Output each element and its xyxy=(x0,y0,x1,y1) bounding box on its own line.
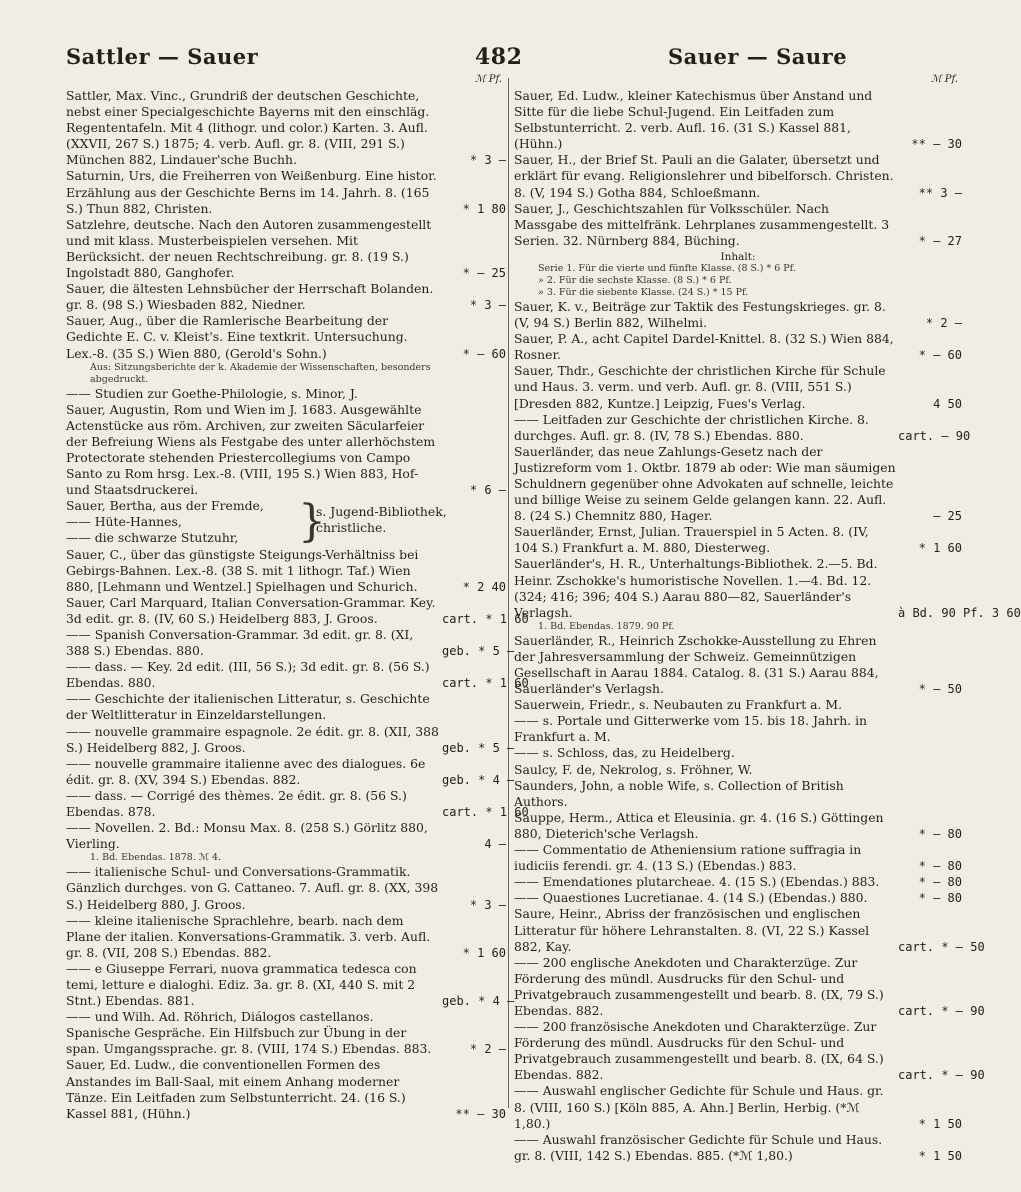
entry-price: geb. * 4 — xyxy=(442,772,515,787)
entry-text: —— Novellen. 2. Bd.: Monsu Max. 8. (258 S.) Görlitz 880, Vierling. xyxy=(66,820,428,852)
entry-price: * 3 — xyxy=(469,153,506,168)
entry-note: Serie 1. Für die vierte und fünfte Klasse. (8 S.) * 6 Pf. xyxy=(538,262,796,274)
page-number: 482 xyxy=(475,44,523,70)
catalog-entry xyxy=(514,633,962,697)
catalog-entry xyxy=(66,281,506,313)
entry-price: * 1 50 xyxy=(918,1116,962,1131)
entry-price: * 2 — xyxy=(469,1042,506,1057)
entry-note: 1. Bd. Ebendas. 1879. 90 Pf. xyxy=(538,620,675,632)
entry-price: * 2 — xyxy=(925,316,962,331)
left-column xyxy=(66,74,529,1122)
entry-text: Sauer, P. A., acht Capitel Dardel-Knittel. 8. (32 S.) Wien 884, Rosner. xyxy=(514,331,894,363)
entry-price: cart. * — 90 xyxy=(898,1003,985,1018)
entry-text: —— dass. — Key. 2d edit. (III, 56 S.); 3d edit. gr. 8. (56 S.) Ebendas. 880. xyxy=(66,659,430,691)
catalog-entry xyxy=(66,594,529,627)
entry-text: Saulcy, F. de, Nekrolog, s. Fröhner, W. xyxy=(514,761,753,777)
catalog-entry xyxy=(66,88,506,168)
entry-text: Sauppe, Herm., Attica et Eleusinia. gr. 4. (16 S.) Göttingen 880, Dieterich'sche Verlagsh. xyxy=(514,809,884,841)
entry-price: * — 80 xyxy=(918,875,962,890)
entry-price: cart. * — 90 xyxy=(898,1068,985,1083)
entry-text: Sauer, Thdr., Geschichte der christlichen Kirche für Schule und Haus. 3. verm. und verb. Aufl. gr. 8. (VIII, 551 S.) [Dresden 882, Kuntze.] Leipzig, Fues's Verlag. xyxy=(514,363,886,411)
entry-price: — 25 xyxy=(933,509,962,524)
catalog-entry xyxy=(66,627,515,659)
catalog-entry xyxy=(514,556,1021,620)
catalog-entry xyxy=(66,787,529,820)
entry-price: * — 25 xyxy=(462,266,506,281)
catalog-entry xyxy=(66,691,506,723)
entry-price: * — 60 xyxy=(462,346,506,361)
entry-text: —— 200 englische Anekdoten und Charakterzüge. Zur Förderung des mündl. Ausdrucks für den Schul- und Privatgebrauch zusammengestellt und bearb. 8. (IX, 79 S.) Ebendas. 882. xyxy=(514,954,884,1018)
catalog-entry xyxy=(514,444,962,524)
entry-price: * 3 — xyxy=(469,298,506,313)
bracket-lines xyxy=(66,498,298,546)
entry-text: Sauer, C., über das günstigste Steigungs-Verhältniss bei Gebirgs-Bahnen. Lex.-8. (38 S. mit 1 lithogr. Taf.) Wien 880, [Lehmann und Wentzel.] Spielhagen und Schurich. xyxy=(66,546,419,594)
bracket-reference: s. Jugend-Bibliothek, christliche. xyxy=(316,504,447,536)
bracket-entry-group xyxy=(66,498,506,546)
entry-text: —— Geschichte der italienischen Litteratur, s. Geschichte der Weltlitteratur in Einzeldarstellungen. xyxy=(66,691,430,723)
catalog-entry xyxy=(514,697,962,713)
entry-text: Saunders, John, a noble Wife, s. Collection of British Authors. xyxy=(514,777,844,809)
entry-price: cart. * 1 60 xyxy=(442,611,529,626)
catalog-entry xyxy=(66,1009,506,1057)
entry-note: Aus: Sitzungsberichte der k. Akademie der Wissenschaften, besonders abgedruckt. xyxy=(90,361,431,385)
entry-text: —— Quaestiones Lucretianae. 4. (14 S.) (Ebendas.) 880. xyxy=(514,890,868,906)
entry-text: Saure, Heinr., Abriss der französischen und englischen Litteratur für höhere Lehranstalten. 8. (VI, 22 S.) Kassel 882, Kay. xyxy=(514,906,870,954)
entry-note: 1. Bd. Ebendas. 1878. ℳ 4. xyxy=(90,852,222,864)
entry-text: Sauer, Ed. Ludw., kleiner Katechismus über Anstand und Sitte für die liebe Schul-Jugend. Ein Leitfaden zum Selbstunterricht. 2. verb. Aufl. 16. (31 S.) Kassel 881, (Hühn.) xyxy=(514,88,873,152)
entry-text: —— Spanish Conversation-Grammar. 3d edit. gr. 8. (XI, 388 S.) Ebendas. 880. xyxy=(66,627,414,659)
entry-text: —— nouvelle grammaire espagnole. 2e édit. gr. 8. (XII, 388 S.) Heidelberg 882, J. Groos. xyxy=(66,723,439,755)
entry-text: Saturnin, Urs, die Freiherren von Weißenburg. Eine histor. Erzählung aus der Geschichte Berns im 14. Jahrh. 8. (165 S.) Thun 882, Christen. xyxy=(66,168,437,216)
entry-note: » 2. Für die sechste Klasse. (8 S.) * 6 Pf. xyxy=(538,274,732,286)
entry-price: ** 3 — xyxy=(918,185,962,200)
currency-unit-header: ℳ Pf. xyxy=(474,74,502,85)
entry-price: * — 80 xyxy=(918,859,962,874)
entry-price: * — 50 xyxy=(918,682,962,697)
entry-price: ** — 30 xyxy=(911,137,962,152)
catalog-entry xyxy=(66,913,506,961)
entry-text: —— e Giuseppe Ferrari, nuova grammatica tedesca con temi, letture e dialoghi. Ediz. 3a. gr. 8. (XI, 440 S. mit 2 Stnt.) Ebendas. 881. xyxy=(66,960,417,1009)
catalog-entry xyxy=(514,1132,962,1164)
catalog-entry xyxy=(514,331,962,363)
entry-text: —— Studien zur Goethe-Philologie, s. Minor, J. xyxy=(66,385,358,401)
entry-text: Sauer, J., Geschichtszahlen für Volksschüler. Nach Massgabe des mittelfränk. Lehrplanes zusammengestellt. 3 Serien. 32. Nürnberg 884, Büching. xyxy=(514,200,890,248)
catalog-entry xyxy=(66,723,515,756)
entry-price: * 1 50 xyxy=(918,1148,962,1163)
catalog-entry xyxy=(66,547,506,595)
entry-text: —— Auswahl englischer Gedichte für Schule und Haus. gr. 8. (VIII, 160 S.) [Köln 885, A. Ahn.] Berlin, Herbig. (*ℳ 1,80.) xyxy=(514,1083,884,1131)
entry-text: Sauer, Aug., über die Ramlerische Bearbeitung der Gedichte E. C. v. Kleist's. Eine textkrit. Untersuchung. Lex.-8. (35 S.) Wien 880, (Gerold's Sohn.) xyxy=(66,313,408,361)
catalog-entry xyxy=(514,810,962,842)
entry-note: » 3. Für die siebente Klasse. (24 S.) * 15 Pf. xyxy=(538,286,749,298)
catalog-entry xyxy=(66,313,506,361)
catalog-entry xyxy=(514,762,962,778)
entry-text: —— Commentatio de Atheniensium ratione suffragia in iudiciis ferendi. gr. 4. (13 S.) (Ebendas.) 883. xyxy=(514,842,862,874)
entry-price: * 1 80 xyxy=(462,201,506,216)
catalog-entry xyxy=(514,713,962,745)
catalog-entry xyxy=(66,402,506,499)
entry-text: —— s. Portale und Gitterwerke vom 15. bis 18. Jahrh. in Frankfurt a. M. xyxy=(514,713,868,745)
catalog-entry xyxy=(514,152,962,200)
right-column xyxy=(514,74,1021,1164)
bracket-line: Sauer, Bertha, aus der Fremde, xyxy=(66,498,264,514)
entry-price: * — 80 xyxy=(918,826,962,841)
entry-price: * — 80 xyxy=(918,891,962,906)
entry-text: —— 200 französische Anekdoten und Charakterzüge. Zur Förderung des mündl. Ausdrucks für den Schul- und Privatgebrauch zusammengestellt und bearb. 8. (IX, 64 S.) Ebendas. 882. xyxy=(514,1019,884,1083)
entry-text: Sauer, Carl Marquard, Italian Conversation-Grammar. Key. 3d edit. gr. 8. (IV, 60 S.) Heidelberg 883, J. Groos. xyxy=(66,594,436,626)
currency-unit-header: ℳ Pf. xyxy=(930,74,958,85)
catalog-entry xyxy=(514,778,962,810)
entry-text: Sauer, die ältesten Lehnsbücher der Herrschaft Bolanden. gr. 8. (98 S.) Wiesbaden 882, Niedner. xyxy=(66,281,434,313)
catalog-entry xyxy=(66,386,506,402)
entry-text: Sauerländer's, H. R., Unterhaltungs-Bibliothek. 2.—5. Bd. Heinr. Zschokke's humoristische Novellen. 1.—4. Bd. 12. (324; 416; 396; 404 S.) Aarau 880—82, Sauerländer's Verlagsh. xyxy=(514,556,878,620)
catalog-entry xyxy=(66,168,506,216)
left-entry-list xyxy=(66,88,529,1122)
entry-price: à Bd. 90 Pf. 3 60 xyxy=(898,605,1021,620)
entry-price: * 6 — xyxy=(469,483,506,498)
catalog-entry xyxy=(514,874,962,890)
entry-text: —— Leitfaden zur Geschichte der christlichen Kirche. 8. durchges. Aufl. gr. 8. (IV, 78 S.) Ebendas. 880. xyxy=(514,411,869,443)
entry-text: Sauerländer, das neue Zahlungs-Gesetz nach der Justizreform vom 1. Oktbr. 1879 ab oder: Wie man säumigen Schuldnern gegenüber ohne Advokaten auf schnelle, leichte und billige Weise zu seinem Gelde gelangen kann. 22. Aufl. 8. (24 S.) Chemnitz 880, Hager. xyxy=(514,443,896,524)
running-head-right: Sauer — Saure xyxy=(668,44,848,69)
entry-text: Sauer, Ed. Ludw., die conventionellen Formen des Anstandes im Ball-Saal, mit einem Anhang moderner Tänze. Ein Leitfaden zum Selbstunterricht. 24. (16 S.) Kassel 881, (Hühn.) xyxy=(66,1057,406,1121)
entry-price: cart. * 1 60 xyxy=(442,805,529,820)
entry-price: cart. * — 50 xyxy=(898,939,985,954)
catalog-entry xyxy=(66,1057,506,1121)
catalog-entry xyxy=(514,201,962,249)
entry-text: —— Emendationes plutarcheae. 4. (15 S.) (Ebendas.) 883. xyxy=(514,874,880,890)
entry-text: Sauerländer, R., Heinrich Zschokke-Ausstellung zu Ehren der Jahresversammlung der Schweiz. Gemeinnützigen Gesellschaft in Aarau 1884. Catalog. 8. (31 S.) Aarau 884, Sauerländer's Verlagsh. xyxy=(514,632,879,697)
entry-text: —— s. Schloss, das, zu Heidelberg. xyxy=(514,745,735,761)
catalog-entry xyxy=(66,659,529,691)
entry-price: geb. * 5 — xyxy=(442,644,515,659)
entry-text: Sattler, Max. Vinc., Grundriß der deutschen Geschichte, nebst einer Specialgeschichte Bayerns mit den einschläg. Regententafeln. Mit 4 (lithogr. und color.) Karten. 3. Aufl. (XXVII, 267 S.) 1875; 4. verb. Aufl. gr. 8. (VIII, 291 S.) München 882, Lindauer'sche Buchh. xyxy=(66,88,430,168)
entry-text: Satzlehre, deutsche. Nach den Autoren zusammengestellt und mit klass. Musterbeispielen versehen. Mit Berücksicht. der neuen Rechtschreibung. gr. 8. (19 S.) Ingolstadt 880, Ganghofer. xyxy=(66,216,432,281)
entry-text: —— und Wilh. Ad. Röhrich, Diálogos castellanos. Spanische Gespräche. Ein Hilfsbuch zur Übung in der span. Umgangssprache. gr. 8. (VIII, 174 S.) Ebendas. 883. xyxy=(66,1009,432,1057)
right-entry-list xyxy=(514,88,1021,1164)
catalog-entry xyxy=(514,88,962,152)
catalog-entry xyxy=(514,745,962,761)
entry-price: * 1 60 xyxy=(462,945,506,960)
entry-text: —— Auswahl französischer Gedichte für Schule und Haus. gr. 8. (VIII, 142 S.) Ebendas. 885. (*ℳ 1,80.) xyxy=(514,1131,883,1163)
catalog-entry xyxy=(514,524,962,556)
catalog-entry xyxy=(514,890,962,906)
catalog-entry xyxy=(66,755,515,788)
entry-price: * 1 60 xyxy=(918,541,962,556)
entry-price: geb. * 5 — xyxy=(442,740,515,755)
entry-price: 4 — xyxy=(484,837,506,852)
entry-text: —— italienische Schul- und Conversations-Grammatik. Gänzlich durchges. von G. Cattaneo. 7. Aufl. gr. 8. (XX, 398 S.) Heidelberg 880, J. Groos. xyxy=(66,864,439,912)
entry-text: Sauer, H., der Brief St. Pauli an die Galater, übersetzt und erklärt für evang. Religionslehrer und bibelforsch. Christen. 8. (V, 194 S.) Gotha 884, Schloeßmann. xyxy=(514,152,894,200)
entry-text: Sauerländer, Ernst, Julian. Trauerspiel in 5 Acten. 8. (IV, 104 S.) Frankfurt a. M. 880, Diesterweg. xyxy=(514,524,869,556)
entry-text: —— dass. — Corrigé des thèmes. 2e édit. gr. 8. (56 S.) Ebendas. 878. xyxy=(66,787,407,820)
entry-price: * 3 — xyxy=(469,897,506,912)
brace-symbol: } xyxy=(298,496,326,548)
entry-price: cart. — 90 xyxy=(898,428,971,443)
catalog-entry xyxy=(66,217,506,281)
entry-price: cart. * 1 60 xyxy=(442,676,529,691)
entry-price: * — 60 xyxy=(918,348,962,363)
catalog-entry xyxy=(514,299,962,331)
catalog-entry xyxy=(514,954,985,1019)
catalog-entry xyxy=(514,842,962,874)
entry-text: —— kleine italienische Sprachlehre, bearb. nach dem Plane der italien. Konversations-Grammatik. 3. verb. Aufl. gr. 8. (VII, 208 S.) Ebendas. 882. xyxy=(66,912,431,960)
entry-price: 4 50 xyxy=(933,396,962,411)
bracket-line: —— die schwarze Stutzuhr, xyxy=(66,530,239,546)
running-head-left: Sattler — Sauer xyxy=(66,44,259,69)
entry-text: Sauerwein, Friedr., s. Neubauten zu Frankfurt a. M. xyxy=(514,697,843,713)
catalog-entry xyxy=(514,1019,985,1083)
catalog-entry xyxy=(66,960,515,1009)
catalog-entry xyxy=(66,820,506,852)
entry-price: * 2 40 xyxy=(462,579,506,594)
catalog-entry xyxy=(514,363,962,411)
entry-text: Sauer, K. v., Beiträge zur Taktik des Festungskrieges. gr. 8. (V, 94 S.) Berlin 882, Wilhelmi. xyxy=(514,298,886,331)
column-divider xyxy=(508,78,509,1108)
catalog-entry xyxy=(66,864,506,912)
entry-price: * — 27 xyxy=(918,233,962,248)
catalog-entry xyxy=(514,411,971,444)
entry-price: geb. * 4 — xyxy=(442,994,515,1009)
contents-heading: Inhalt: xyxy=(720,250,756,263)
entry-text: Sauer, Augustin, Rom und Wien im J. 1683. Ausgewählte Actenstücke aus röm. Archiven, zur zweiten Säcularfeier der Befreiung Wiens als Festgabe des unter allerhöchstem Protectorate stehenden Priestercollegiums von Campo Santo zu Rom hrsg. Lex.-8. (VIII, 195 S.) Wien 883, Hof- und Staatsdruckerei. xyxy=(66,401,436,498)
catalog-entry xyxy=(514,906,985,954)
entry-price: ** — 30 xyxy=(455,1106,506,1121)
entry-text: —— nouvelle grammaire italienne avec des dialogues. 6e édit. gr. 8. (XV, 394 S.) Ebendas. 882. xyxy=(66,755,426,787)
bracket-line: —— Hüte-Hannes, xyxy=(66,514,182,530)
catalog-entry xyxy=(514,1083,962,1131)
